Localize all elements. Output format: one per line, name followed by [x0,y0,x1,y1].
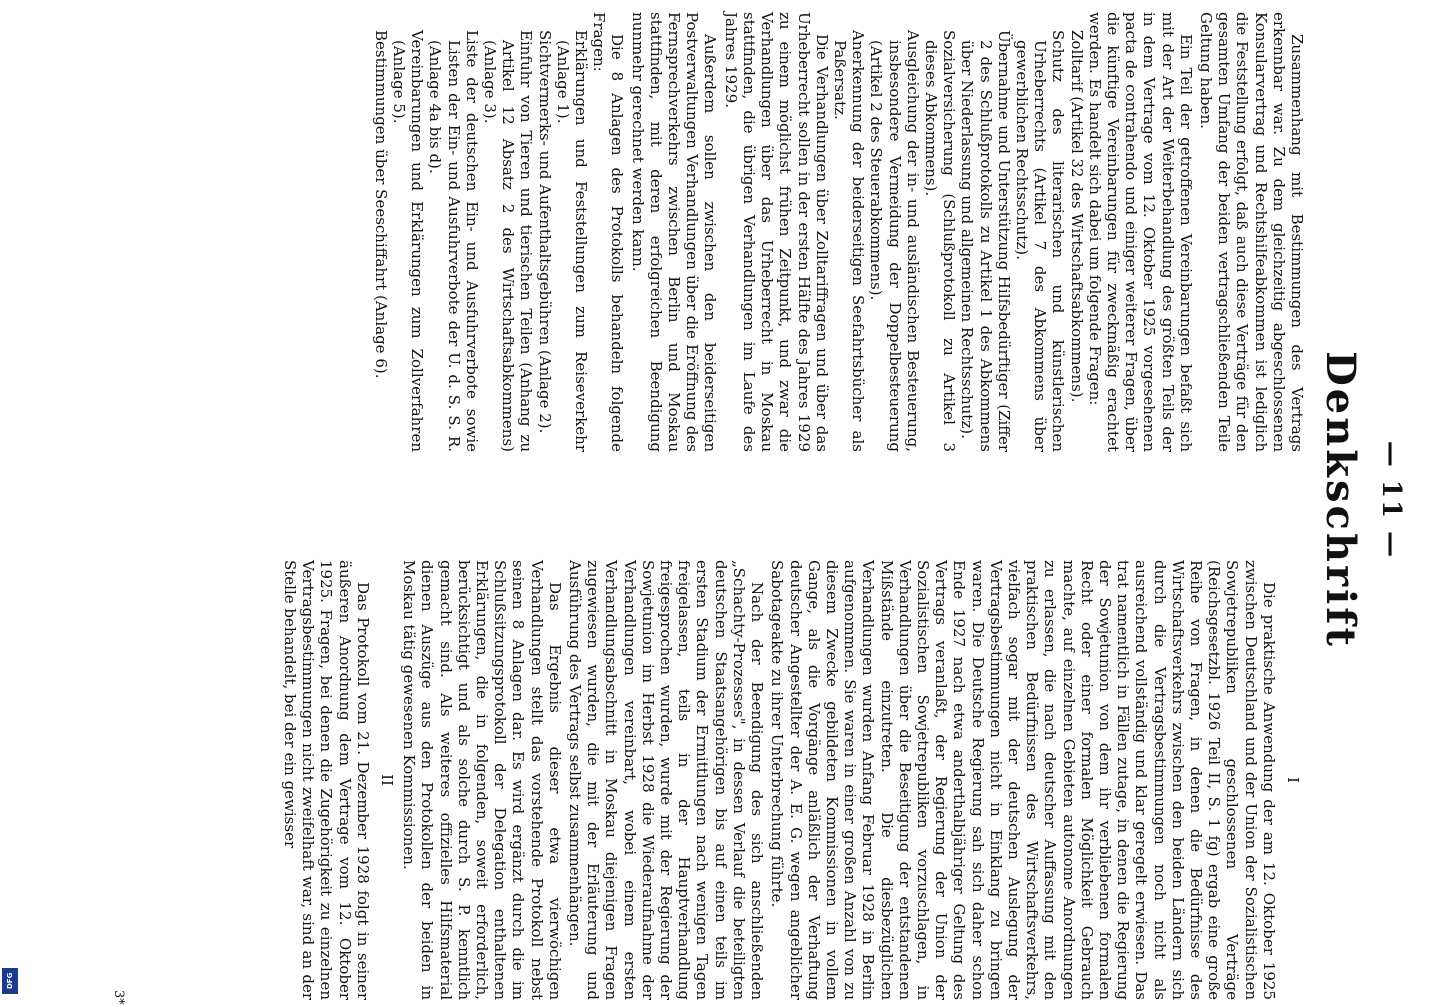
list-item: Übernahme und Unterstützung Hilfsbedürftiger (Ziffer 2 des Schlußprotokolls zu Artikel 1 des Abkommens über Niederlassung und allgemeinen Rechtsschutz). [958,30,1013,452]
paragraph: Ein Teil der getroffenen Vereinbarungen befaßt sich mit der Art der Weiterbehandlung des größten Teils der in dem Vertrage vom 12. Oktober 1925 vorgesehenen pacta de contrahendo und einiger weiterer Fragen, über die künftige Vereinbarungen für zweckmäßig erachtet werden. Es handelt sich dabei um folgende Fragen: [1085,12,1195,452]
annex-list [372,12,590,452]
page-number: — 11 — [1376,440,1406,560]
paragraph: Das Protokoll vom 21. Dezember 1928 folgt in seiner äußeren Anordnung dem Vertrage vom 12. Oktober 1925. Fragen, bei denen die Zugehörigkeit zu einzelnen Vertragsbestimmungen nicht zweifelhaft war, sind an der Stelle behandelt, bei der ein gewisser [281,560,372,1000]
list-item: Liste der deutschen Ein- und Ausfuhrverbote sowie Listen der Ein- und Ausfuhrverbote der U. d. S. S. R. (Anlage 4a bis d). [426,30,481,452]
left-text-column [372,12,1306,452]
paragraph: Nach der Beendigung des sich anschließenden „Schachty-Prozesses", in dessen Verlauf die beteiligten deutschen Staatsangehörigen bis auf einen teils im ersten Stadium der Ermittlungen nach wenigen Tagen freigelassen, teils in der Hauptverhandlung freigesprochen wurden, wurde mit der Regierung der Sowjetunion im Herbst 1928 die Wiederaufnahme der Verhandlungen vereinbart, wobei einem ersten Verhandlungsabschnitt in Moskau diejenigen Fragen zugewiesen wurden, die mit der Erläuterung und Ausführung des Vertrags selbst zusammenhängen. [566,560,767,1000]
section-heading-2: II [378,774,397,786]
paragraph: Die Verhandlungen über Zolltariffragen und über das Urheberrecht sollen in der ersten Hälfte des Jahres 1929 zu einem möglichst frühen Zeitpunkt, und zwar die Verhandlungen über das Urheberrecht in Moskau stattfinden, die übrigen Verhandlungen im Laufe des Jahres 1929. [721,12,831,452]
paragraph: Die 8 Anlagen des Protokolls behandeln folgende Fragen: [590,12,627,452]
list-item: Sozialversicherung (Schlußprotokoll zu Artikel 3 dieses Abkommens). [921,30,959,452]
signature-mark: 3* [111,990,126,1005]
list-item: Einfuhr von Tieren und tierischen Teilen (Anhang zu Artikel 12 Absatz 2 des Wirtschaftsabkommens) (Anlage 3). [481,30,536,452]
section-heading-1: I [1284,777,1302,783]
page-title: Denkschrift [1317,351,1364,649]
list-item: Erklärungen und Feststellungen zum Reiseverkehr (Anlage 1). [553,30,591,452]
funding-margin [0,0,22,1000]
paragraph: Außerdem sollen zwischen den beiderseitigen Postverwaltungen Verhandlungen über die Eröffnung des Fernsprechverkehrs zwischen Berlin und Moskau stattfinden, mit deren erfolgreichen Beendigung nunmehr gerechnet werden kann. [628,12,720,452]
question-list [831,12,1086,452]
paragraph: Das Ergebnis dieser etwa vierwöchigen Verhandlungen stellt das vorstehende Protokoll nebst seinen 8 Anlagen dar. Es wird ergänzt durch die im Schlußsitzungsprotokoll der Delegation enthaltenen Erklärungen, die in folgenden, soweit erforderlich, berücksichtigt und als solche durch S. P. kenntlich gemacht sind. Als weiteres offizielles Hilfsmaterial dienen Auszüge aus den Protokollen der beiden in Moskau tätig gewesenen Kommissionen. [400,560,564,1000]
paragraph: Die praktische Anwendung der am 12. Oktober 1925 zwischen Deutschland und der Union der Sozialistischen Sowjetrepubliken geschlossenen Verträge (Reichsgesetzbl. 1926 Teil II, S. 1 fg) ergab eine große Reihe von Fragen, in denen die Bedürfnisse des Wirtschaftsverkehrs zwischen den beiden Ländern sich durch die Vertragsbestimmungen noch nicht als ausreichend vollständig und klar geregelt erwiesen. Das trat namentlich in Fällen zutage, in denen die Regierung der Sowjetunion von dem ihr verbliebenen formalen Recht oder einer formalen Möglichkeit Gebrauch machte, auf einzelnen Gebieten autonome Anordnungen zu erlassen, die nach deutscher Auffassung mit den praktischen Bedürfnissen des Wirtschaftsverkehrs, vielfach sogar mit der deutschen Auslegung der Vertragsbestimmungen nicht in Einklang zu bringen waren. Die Deutsche Regierung sah sich daher schon Ende 1927 nach etwa anderthalbjähriger Geltung des Vertrags veranlaßt, der Regierung der Union der Sozialistischen Sowjetrepubliken vorzuschlagen, in Verhandlungen über die Beseitigung der entstandenen Mißstände einzutreten. Die diesbezüglichen Verhandlungen wurden Anfang Februar 1928 in Berlin aufgenommen. Sie waren in einer großen Anzahl von zu diesem Zwecke gebildeten Kommissionen in vollem Gange, als die Vorgänge anläßlich der Verhaftung deutscher Angestellter der A. E. G. wegen angeblicher Sabotageakte zu ihrer Unterbrechung führte. [768,560,1278,1000]
right-text-column [281,560,1306,1000]
list-item: Bestimmungen über Seeschiffahrt (Anlage 6). [371,30,390,379]
list-item: Anerkennung der beiderseitigen Seefahrtsbücher als Paßersatz. [830,30,868,452]
list-item: Zolltarif (Artikel 32 des Wirtschaftsabkommens). [1067,30,1086,403]
list-item: Schutz des literarischen und künstlerischen Urheberrechts (Artikel 7 des Abkommens über gewerblichen Rechtsschutz). [1012,30,1068,452]
list-item: Sichtvermerks- und Aufenthaltsgebühren (Anlage 2). [535,30,554,434]
list-item: Ausgleichung der in- und ausländischen Besteuerung, insbesondere Vermeidung der Doppelbesteuerung (Artikel 2 des Steuerabkommens). [867,30,922,452]
dfg-logo-icon: DFG [2,968,18,994]
paragraph: Zusammenhang mit Bestimmungen des Vertrags erkennbar war. Zu dem gleichzeitig abgeschlossenen Konsularvertrag und Rechtshilfeabkommen ist lediglich die Feststellung erfolgt, daß auch diese Verträge für den gesamten Umfang der beiden vertragschließenden Teile Geltung haben. [1196,12,1306,452]
list-item: Vereinbarungen und Erklärungen zum Zollverfahren (Anlage 5). [390,30,427,452]
